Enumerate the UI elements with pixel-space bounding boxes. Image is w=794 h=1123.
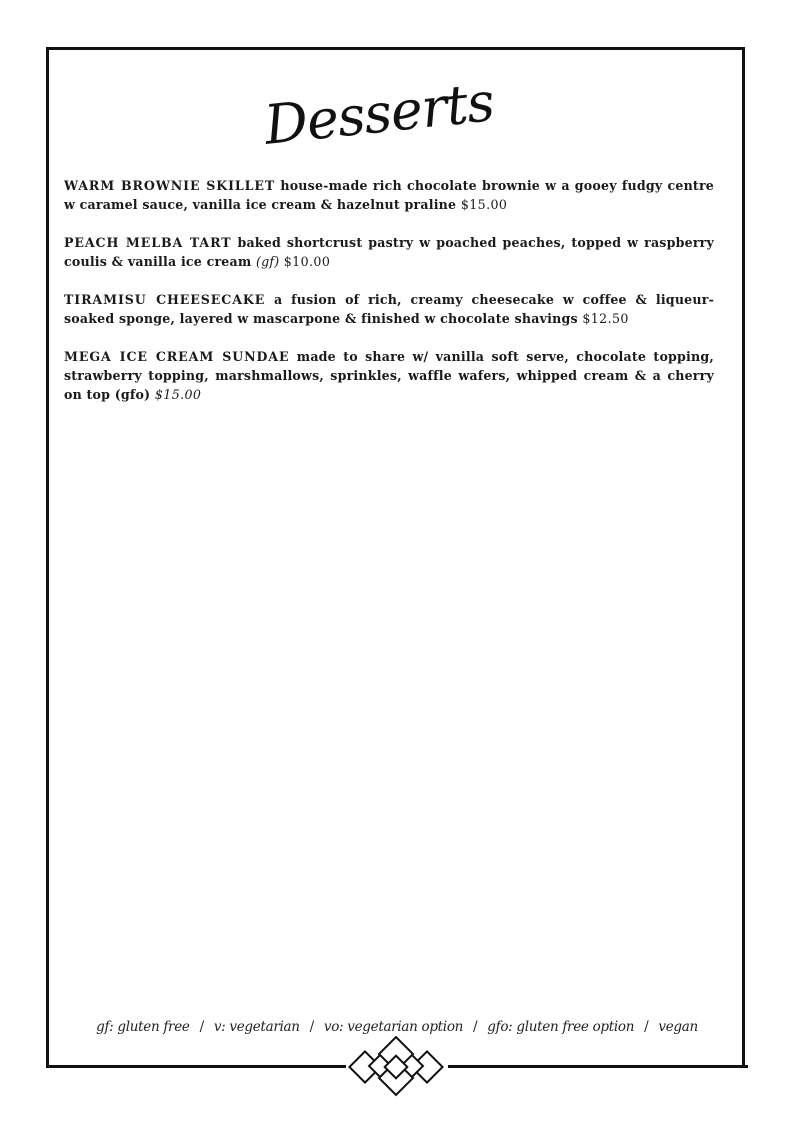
menu-item-dietary-tag: (gf) xyxy=(256,254,280,269)
legend-separator: / xyxy=(199,1019,204,1035)
dietary-legend xyxy=(0,1019,794,1035)
menu-item-price: $12.50 xyxy=(582,311,629,326)
legend-separator: / xyxy=(309,1019,314,1035)
legend-separator: / xyxy=(644,1019,649,1035)
legend-entry: vo: vegetarian option xyxy=(323,1019,464,1035)
menu-item-description: made to share w/ vanilla soft serve, chocolate topping, strawberry topping, marshmallows, sprinkles, waffle wafers, whipped cream & a cherry on top (gfo) xyxy=(64,349,714,402)
page-title: Desserts xyxy=(261,70,497,157)
menu-item-name: MEGA ICE CREAM SUNDAE xyxy=(64,349,290,364)
menu-item-price: $10.00 xyxy=(279,254,331,269)
menu-item xyxy=(64,347,714,404)
legend-separator: / xyxy=(473,1019,478,1035)
menu-item-description: a fusion of rich, creamy cheesecake w coffee & liqueur-soaked sponge, layered w mascarpone & finished w chocolate shavings xyxy=(64,292,715,326)
menu-item xyxy=(64,176,714,214)
menu-item-description: house-made rich chocolate brownie w a gooey fudgy centre w caramel sauce, vanilla ice cream & hazelnut praline xyxy=(64,178,714,212)
menu-item-description: baked shortcrust pastry w poached peaches, topped w raspberry coulis & vanilla ice cream xyxy=(64,235,715,269)
bottom-rule-right xyxy=(448,1065,748,1068)
legend-entry: gf: gluten free xyxy=(96,1019,190,1035)
legend-entry: gfo: gluten free option xyxy=(487,1019,635,1035)
diamond-ornament-icon xyxy=(340,1036,452,1098)
legend-entry: vegan xyxy=(658,1019,698,1035)
menu-item-price: $15.00 xyxy=(154,387,202,402)
legend-entry: v: vegetarian xyxy=(213,1019,300,1035)
menu-item-name: TIRAMISU CHEESECAKE xyxy=(64,292,266,307)
menu-item xyxy=(64,233,714,271)
menu-item xyxy=(64,290,714,328)
menu-item-name: WARM BROWNIE SKILLET xyxy=(64,178,276,193)
bottom-rule-left xyxy=(46,1065,346,1068)
menu-item-price: $15.00 xyxy=(460,197,508,212)
menu-item-name: PEACH MELBA TART xyxy=(64,235,232,250)
dessert-list xyxy=(64,176,714,423)
